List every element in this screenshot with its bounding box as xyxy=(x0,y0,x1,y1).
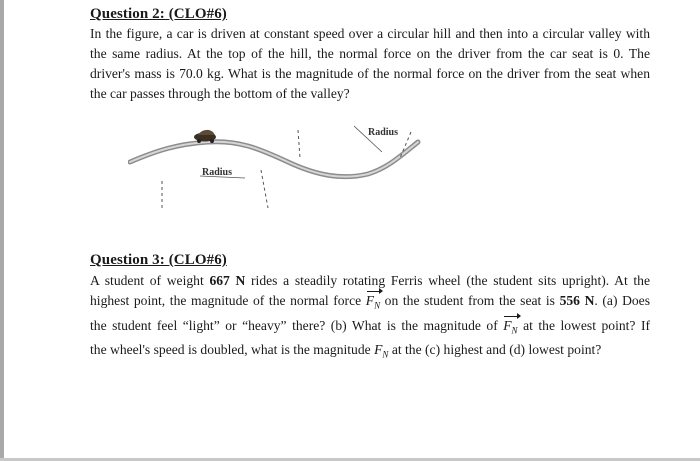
normal-force-value: 556 N xyxy=(559,293,595,308)
question-3-line: highest point, the magnitude of the normal force $F_N$ on the student from the seat is 556 N. (a) Does xyxy=(90,291,650,316)
question-3-line: the wheel's speed is doubled, what is the magnitude $F_N$ at the (c) highest and (d) lowest point? xyxy=(90,342,602,361)
question-3-line: A student of weight 667 N rides a steadily rotating Ferris wheel (the student sits upright). At the xyxy=(90,273,651,288)
normal-force-symbol: $F_N$ xyxy=(503,316,517,341)
question-3-title: Question 3: (CLO#6) xyxy=(90,252,227,268)
valley-radius-label: Radius xyxy=(368,127,399,138)
road-highlight xyxy=(130,142,418,177)
question-3-line: the student feel “light” or “heavy” there? (b) What is the magnitude of $F_N$ at the lowest point? If xyxy=(90,316,650,341)
question-3-text xyxy=(90,271,650,365)
question-2-line: the car passes through the bottom of the valley? xyxy=(90,86,350,101)
normal-force-symbol: $F_N$ xyxy=(374,342,389,361)
normal-force-symbol: $F_N$ xyxy=(366,291,380,316)
question-2-title: Question 2: (CLO#6) xyxy=(90,6,227,22)
hill-dashed-line xyxy=(261,170,268,208)
question-2-line: driver's mass is 70.0 kg. What is the magnitude of the normal force on the driver from the seat when xyxy=(90,66,650,81)
valley-dashed-line xyxy=(298,130,300,158)
weight-value: 667 N xyxy=(209,273,246,288)
question-2-line: In the figure, a car is driven at constant speed over a circular hill and then into a circular valley with xyxy=(90,26,650,41)
page-left-edge xyxy=(0,0,4,461)
hill-radius-label: Radius xyxy=(202,167,233,178)
question-2-text xyxy=(90,24,650,104)
hill-valley-figure xyxy=(128,118,448,218)
car-icon xyxy=(194,130,216,143)
question-2-line: the same radius. At the top of the hill, the normal force on the driver from the car seat is 0. The xyxy=(90,46,650,61)
